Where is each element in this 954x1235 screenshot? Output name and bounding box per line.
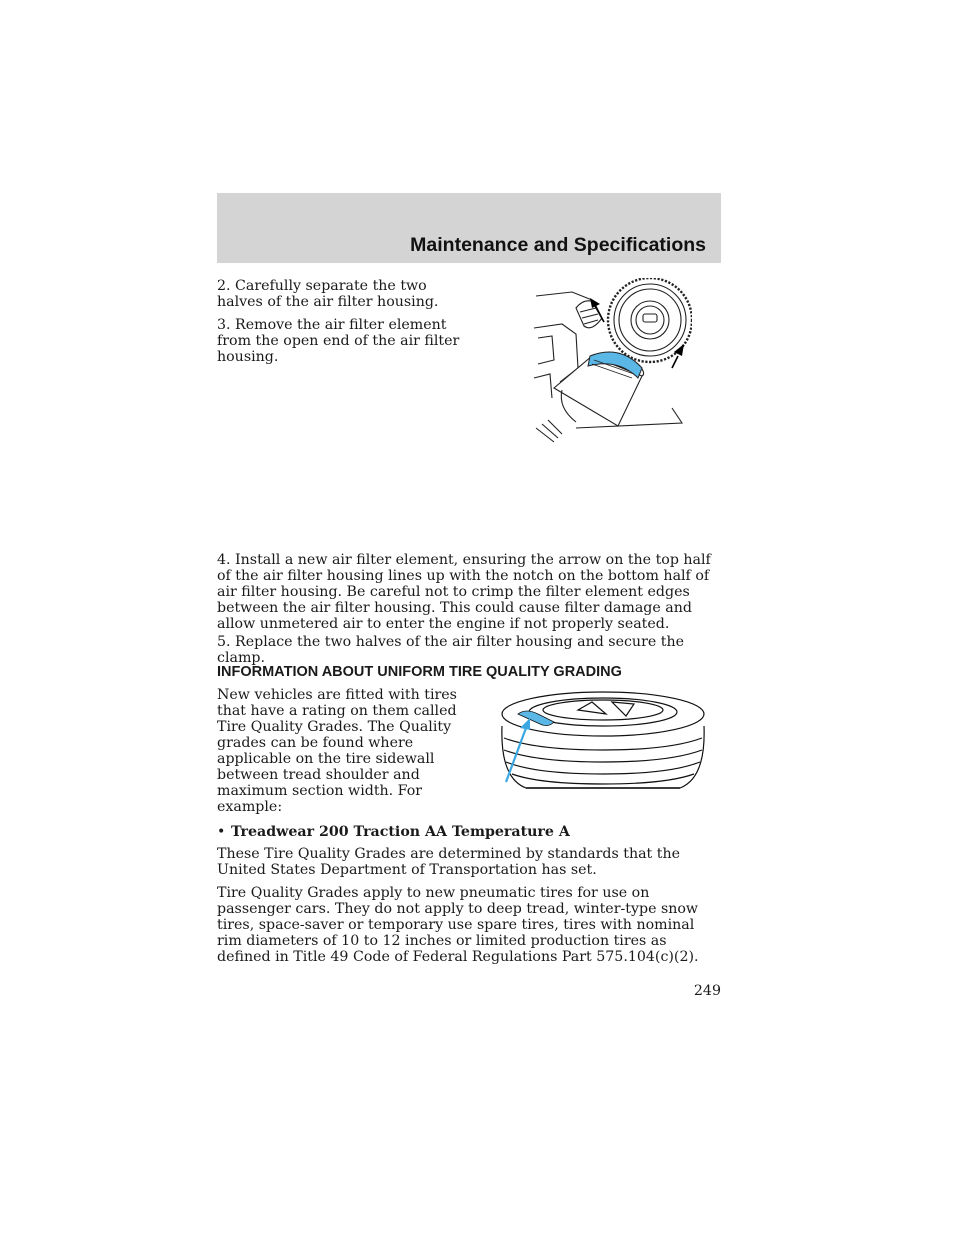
- tire-grades-paragraph-1: These Tire Quality Grades are determined by standards that the United States Department of Transportation has set.: [217, 846, 680, 878]
- tire-grades-paragraph-2: Tire Quality Grades apply to new pneumatic tires for use on passenger cars. They do not apply to deep tread, winter-type snow tires, space-saver or temporary use spare tires, tires with nominal rim diameters of 10 to 12 inches or limited production tires as defined in Title 49 Code of Federal Regulations Part 575.104(c)(2).: [217, 885, 699, 965]
- page-number: 249: [693, 983, 721, 999]
- section-heading: INFORMATION ABOUT UNIFORM TIRE QUALITY GRADING: [217, 664, 622, 680]
- air-filter-illustration: [532, 278, 692, 446]
- step-4: 4. Install a new air filter element, ensuring the arrow on the top half of the air filter housing lines up with the notch on the bottom half of air filter housing. Be careful not to crimp the filter element edges between the air filter housing. This could cause filter damage and allow unmetered air to enter the engine if not properly seated.: [217, 552, 711, 632]
- tire-illustration: [496, 688, 710, 798]
- section-header-band: [217, 193, 721, 263]
- step-5: 5. Replace the two halves of the air filter housing and secure the clamp.: [217, 634, 684, 666]
- tire-grade-example-text: Treadwear 200 Traction AA Temperature A: [231, 824, 570, 840]
- tire-grade-example: [217, 824, 722, 840]
- step-2: 2. Carefully separate the two halves of the air filter housing.: [217, 278, 439, 310]
- tire-grades-intro: New vehicles are fitted with tires that have a rating on them called Tire Quality Grades. The Quality grades can be found where applicable on the tire sidewall between tread shoulder and maximum section width. For example:: [217, 687, 457, 815]
- section-title: Maintenance and Specifications: [410, 234, 706, 256]
- step-3: 3. Remove the air filter element from the open end of the air filter housing.: [217, 317, 460, 365]
- bullet-marker: •: [217, 824, 226, 840]
